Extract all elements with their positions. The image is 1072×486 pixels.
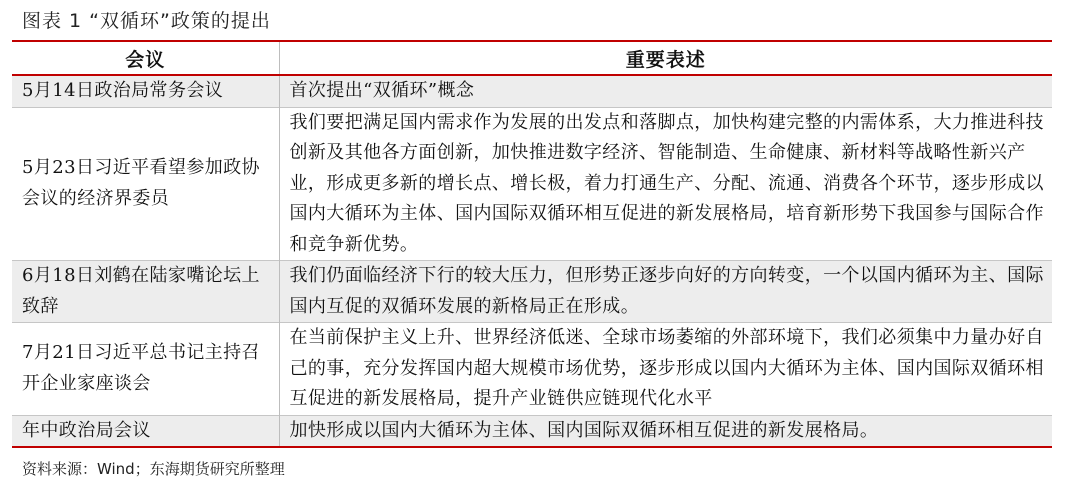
policy-table (12, 42, 1052, 446)
bottom-rule (12, 446, 1052, 448)
meeting-cell: 6月18日刘鹤在陆家嘴论坛上致辞 (12, 261, 279, 323)
header-statement: 重要表述 (279, 42, 1052, 75)
figure-caption: 图表 1 “双循环”政策的提出 (22, 10, 271, 32)
table-row (12, 75, 1052, 107)
meeting-cell: 7月21日习近平总书记主持召开企业家座谈会 (12, 323, 279, 416)
table-row (12, 323, 1052, 416)
statement-cell: 首次提出“双循环”概念 (279, 75, 1052, 107)
meeting-cell: 年中政治局会议 (12, 415, 279, 446)
policy-table-frame (12, 40, 1052, 448)
table-row (12, 261, 1052, 323)
statement-cell: 在当前保护主义上升、世界经济低迷、全球市场萎缩的外部环境下，我们必须集中力量办好自己的事，充分发挥国内超大规模市场优势，逐步形成以国内大循环为主体、国内国际双循环相互促进的新发展格局，提升产业链供应链现代化水平 (279, 323, 1052, 416)
source-note: 资料来源：Wind；东海期货研究所整理 (22, 460, 285, 478)
table-header-row (12, 42, 1052, 75)
statement-cell: 我们要把满足国内需求作为发展的出发点和落脚点，加快构建完整的内需体系，大力推进科技创新及其他各方面创新，加快推进数字经济、智能制造、生命健康、新材料等战略性新兴产业，形成更多新的增长点、增长极，着力打通生产、分配、流通、消费各个环节，逐步形成以国内大循环为主体、国内国际双循环相互促进的新发展格局，培育新形势下我国参与国际合作和竞争新优势。 (279, 107, 1052, 261)
table-row (12, 107, 1052, 261)
statement-cell: 加快形成以国内大循环为主体、国内国际双循环相互促进的新发展格局。 (279, 415, 1052, 446)
statement-cell: 我们仍面临经济下行的较大压力，但形势正逐步向好的方向转变，一个以国内循环为主、国际国内互促的双循环发展的新格局正在形成。 (279, 261, 1052, 323)
table-row (12, 415, 1052, 446)
meeting-cell: 5月14日政治局常务会议 (12, 75, 279, 107)
header-meeting: 会议 (12, 42, 279, 75)
meeting-cell: 5月23日习近平看望参加政协会议的经济界委员 (12, 107, 279, 261)
